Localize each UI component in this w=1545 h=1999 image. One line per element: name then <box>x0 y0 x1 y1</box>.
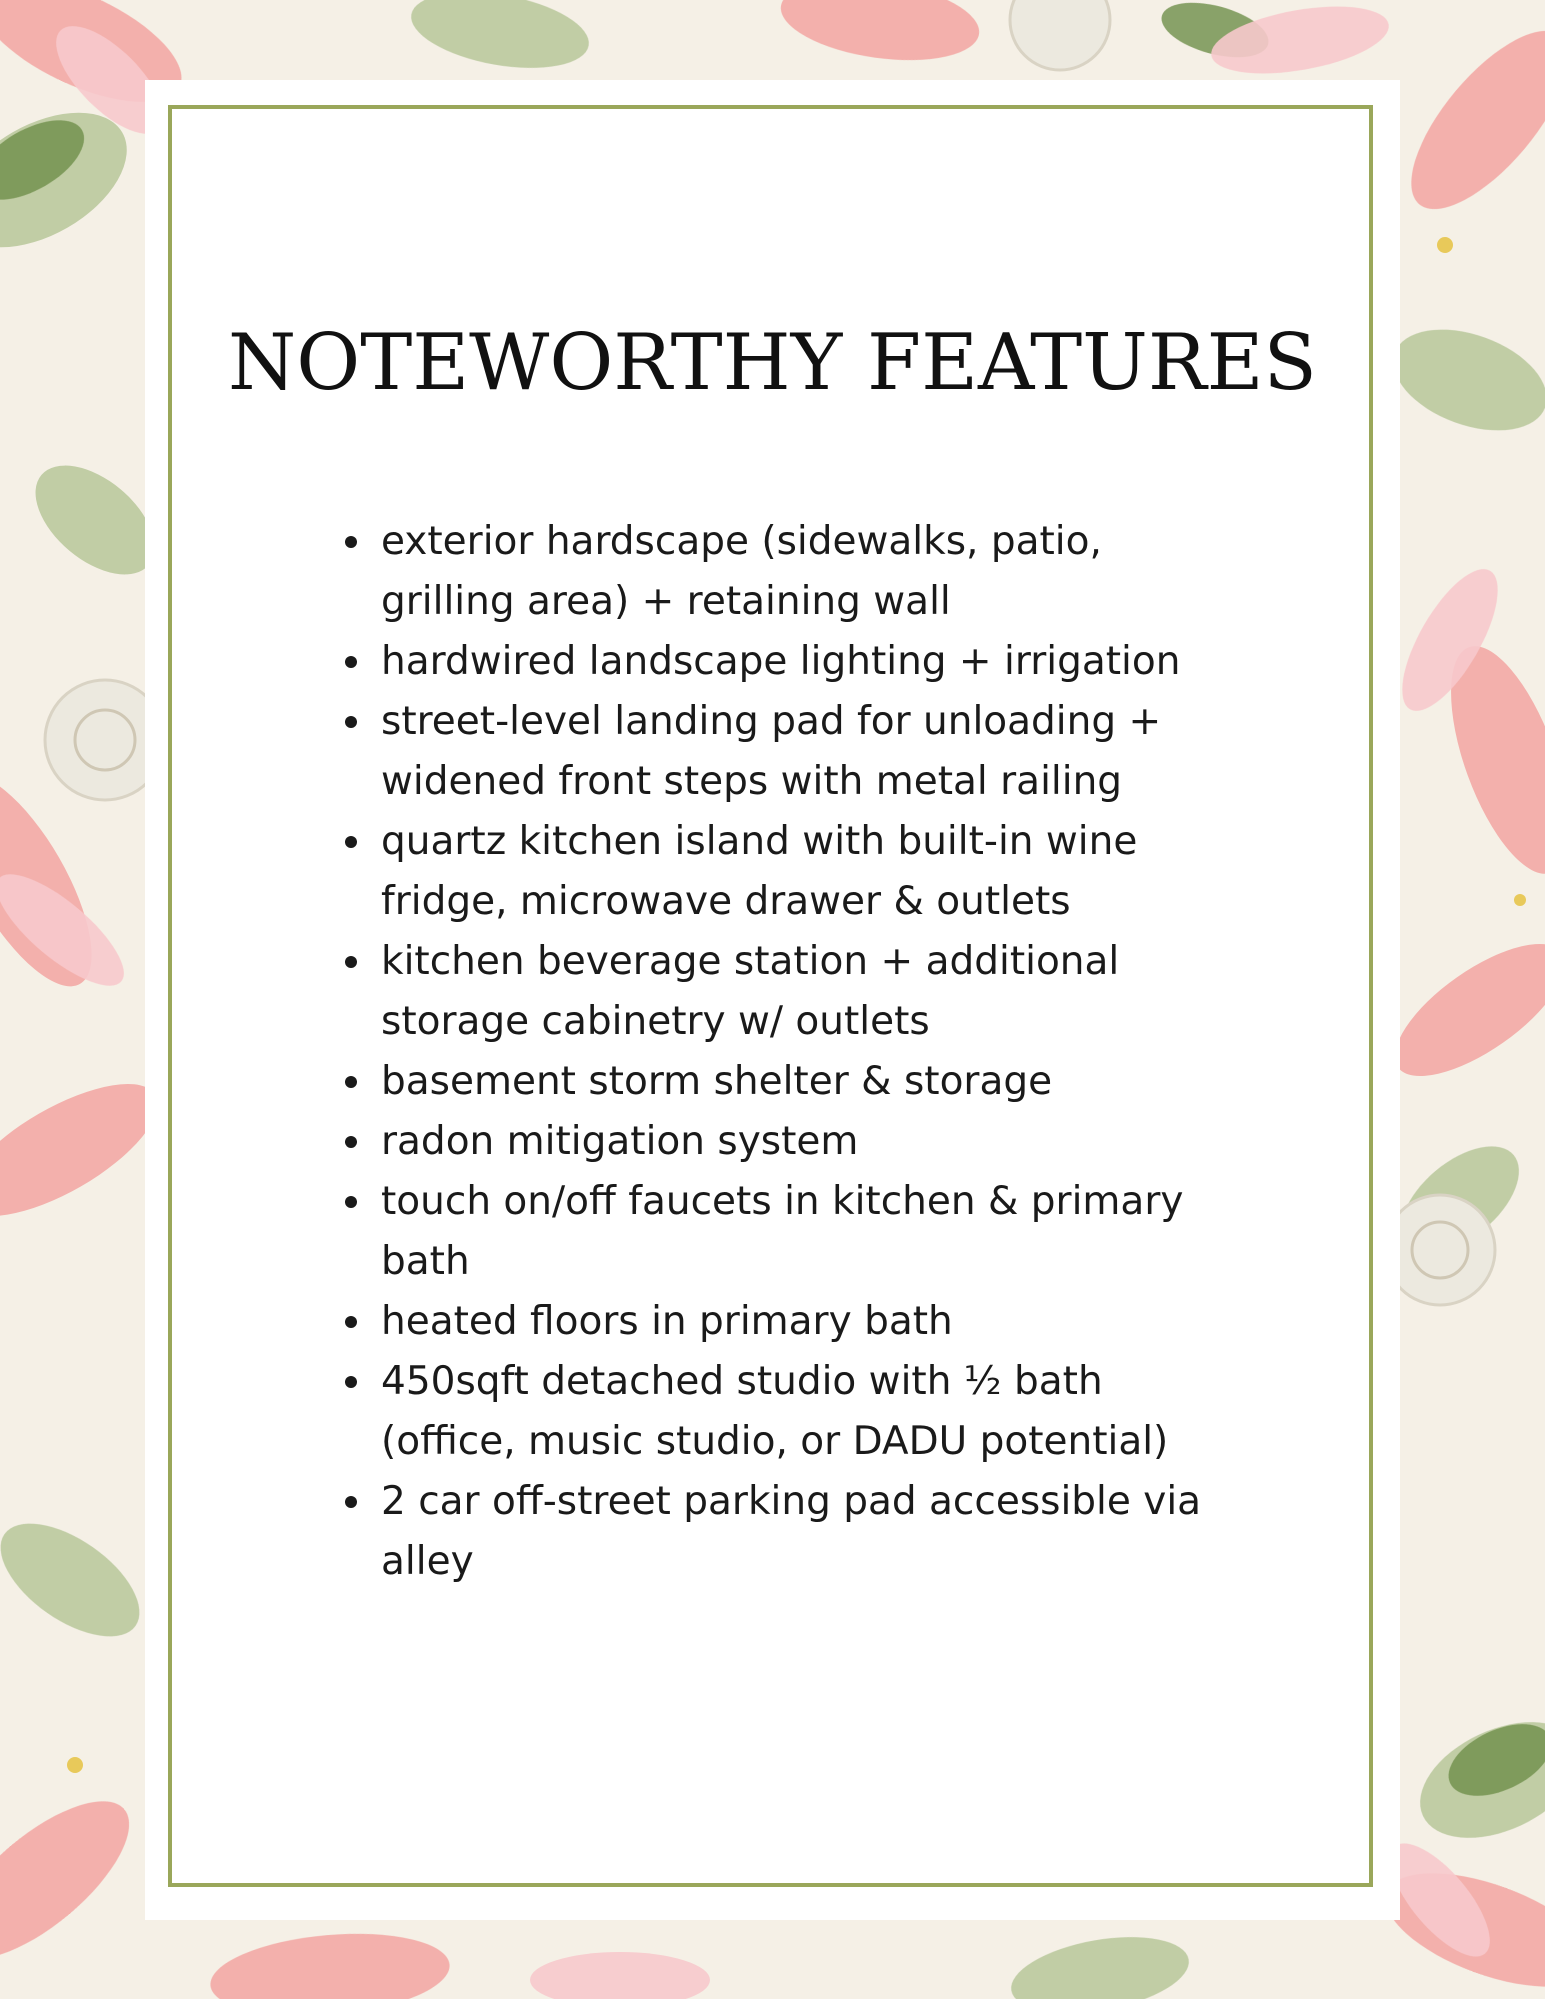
list-item <box>381 1352 1241 1472</box>
feature-text: 2 car off-street parking pad accessible via alley <box>381 1479 1202 1584</box>
list-item <box>381 1172 1241 1292</box>
list-item <box>381 1052 1241 1112</box>
feature-text: street-level landing pad for unloading + widened front steps with metal railing <box>381 699 1162 804</box>
bullet-icon <box>345 1076 357 1088</box>
page-title: NOTEWORTHY FEATURES <box>228 318 1317 408</box>
features-card <box>145 80 1400 1920</box>
features-list <box>381 512 1241 1592</box>
feature-text: hardwired landscape lighting + irrigation <box>381 639 1181 684</box>
bullet-icon <box>345 1316 357 1328</box>
bullet-icon <box>345 656 357 668</box>
list-item <box>381 1292 1241 1352</box>
bullet-icon <box>345 1196 357 1208</box>
feature-text: exterior hardscape (sidewalks, patio, grilling area) + retaining wall <box>381 519 1102 624</box>
feature-text: heated floors in primary bath <box>381 1299 953 1344</box>
list-item <box>381 692 1241 812</box>
bullet-icon <box>345 536 357 548</box>
list-item <box>381 1472 1241 1592</box>
bullet-icon <box>345 716 357 728</box>
feature-text: quartz kitchen island with built-in wine fridge, microwave drawer & outlets <box>381 819 1138 924</box>
bullet-icon <box>345 1376 357 1388</box>
feature-text: radon mitigation system <box>381 1119 859 1164</box>
list-item <box>381 512 1241 632</box>
feature-text: touch on/off faucets in kitchen & primary bath <box>381 1179 1184 1284</box>
list-item <box>381 812 1241 932</box>
bullet-icon <box>345 836 357 848</box>
feature-text: 450sqft detached studio with ½ bath (office, music studio, or DADU potential) <box>381 1359 1169 1464</box>
list-item <box>381 632 1241 692</box>
bullet-icon <box>345 1136 357 1148</box>
feature-text: basement storm shelter & storage <box>381 1059 1053 1104</box>
bullet-icon <box>345 1496 357 1508</box>
list-item <box>381 1112 1241 1172</box>
list-item <box>381 932 1241 1052</box>
bullet-icon <box>345 956 357 968</box>
feature-text: kitchen beverage station + additional storage cabinetry w/ outlets <box>381 939 1120 1044</box>
